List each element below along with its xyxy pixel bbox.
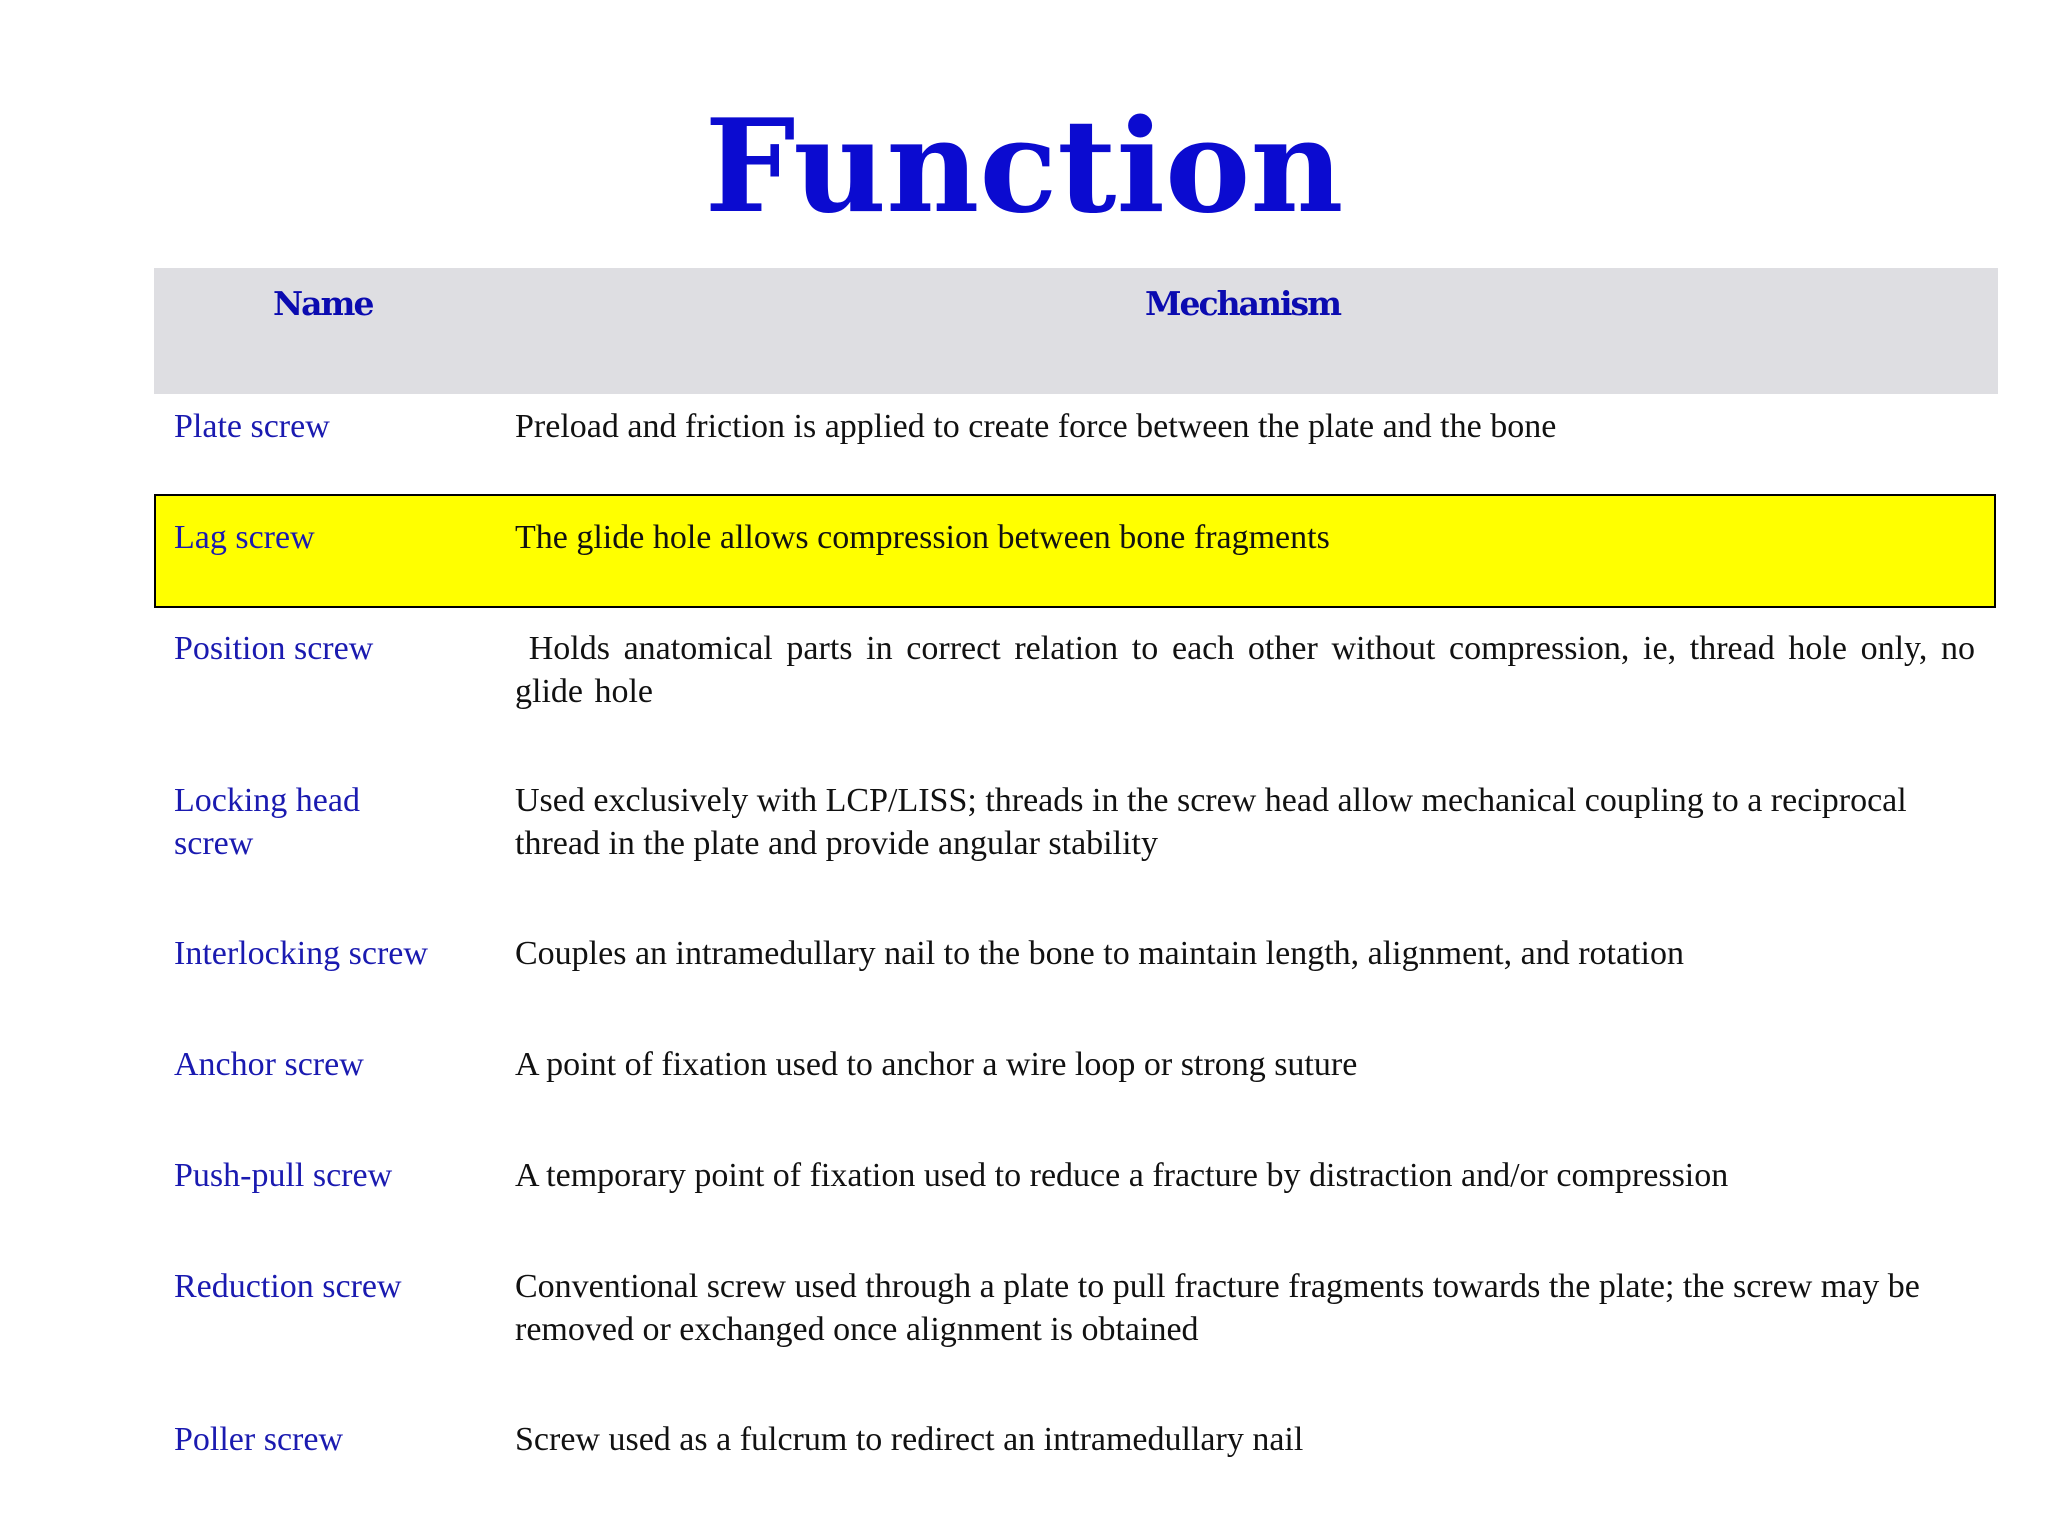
row-mechanism: Conventional screw used through a plate to pull fracture fragments towards the plate; the screw may be removed or exchanged once alignment is obtained: [515, 1268, 1920, 1348]
row-mechanism: Couples an intramedullary nail to the bone to maintain length, alignment, and rotation: [515, 935, 1684, 972]
row-name: Reduction screw: [174, 1268, 402, 1305]
column-header-name: Name: [273, 284, 373, 323]
row-mechanism: Used exclusively with LCP/LISS; threads in the screw head allow mechanical coupling to a reciprocal thread in the plate and provide angular stability: [515, 782, 1907, 862]
row-mechanism: A temporary point of fixation used to reduce a fracture by distraction and/or compression: [515, 1157, 1729, 1194]
row-mechanism: The glide hole allows compression between bone fragments: [515, 519, 1330, 556]
row-name: Position screw: [174, 630, 374, 667]
table-header-band: [154, 268, 1998, 394]
row-mechanism: Holds anatomical parts in correct relation to each other without compression, ie, thread hole only, no glide hole: [515, 630, 1987, 710]
row-name: Locking head screw: [174, 782, 360, 862]
row-name: Interlocking screw: [174, 935, 428, 972]
row-mechanism: A point of fixation used to anchor a wire loop or strong suture: [515, 1046, 1358, 1083]
column-header-mechanism: Mechanism: [1145, 284, 1341, 323]
row-mechanism: Preload and friction is applied to create force between the plate and the bone: [515, 408, 1557, 445]
slide-title: Function: [704, 92, 1344, 242]
row-mechanism: Screw used as a fulcrum to redirect an intramedullary nail: [515, 1421, 1304, 1458]
row-name: Plate screw: [174, 408, 330, 445]
row-name: Lag screw: [174, 519, 315, 556]
row-name: Poller screw: [174, 1421, 344, 1458]
row-name: Push-pull screw: [174, 1157, 393, 1194]
row-name: Anchor screw: [174, 1046, 364, 1083]
